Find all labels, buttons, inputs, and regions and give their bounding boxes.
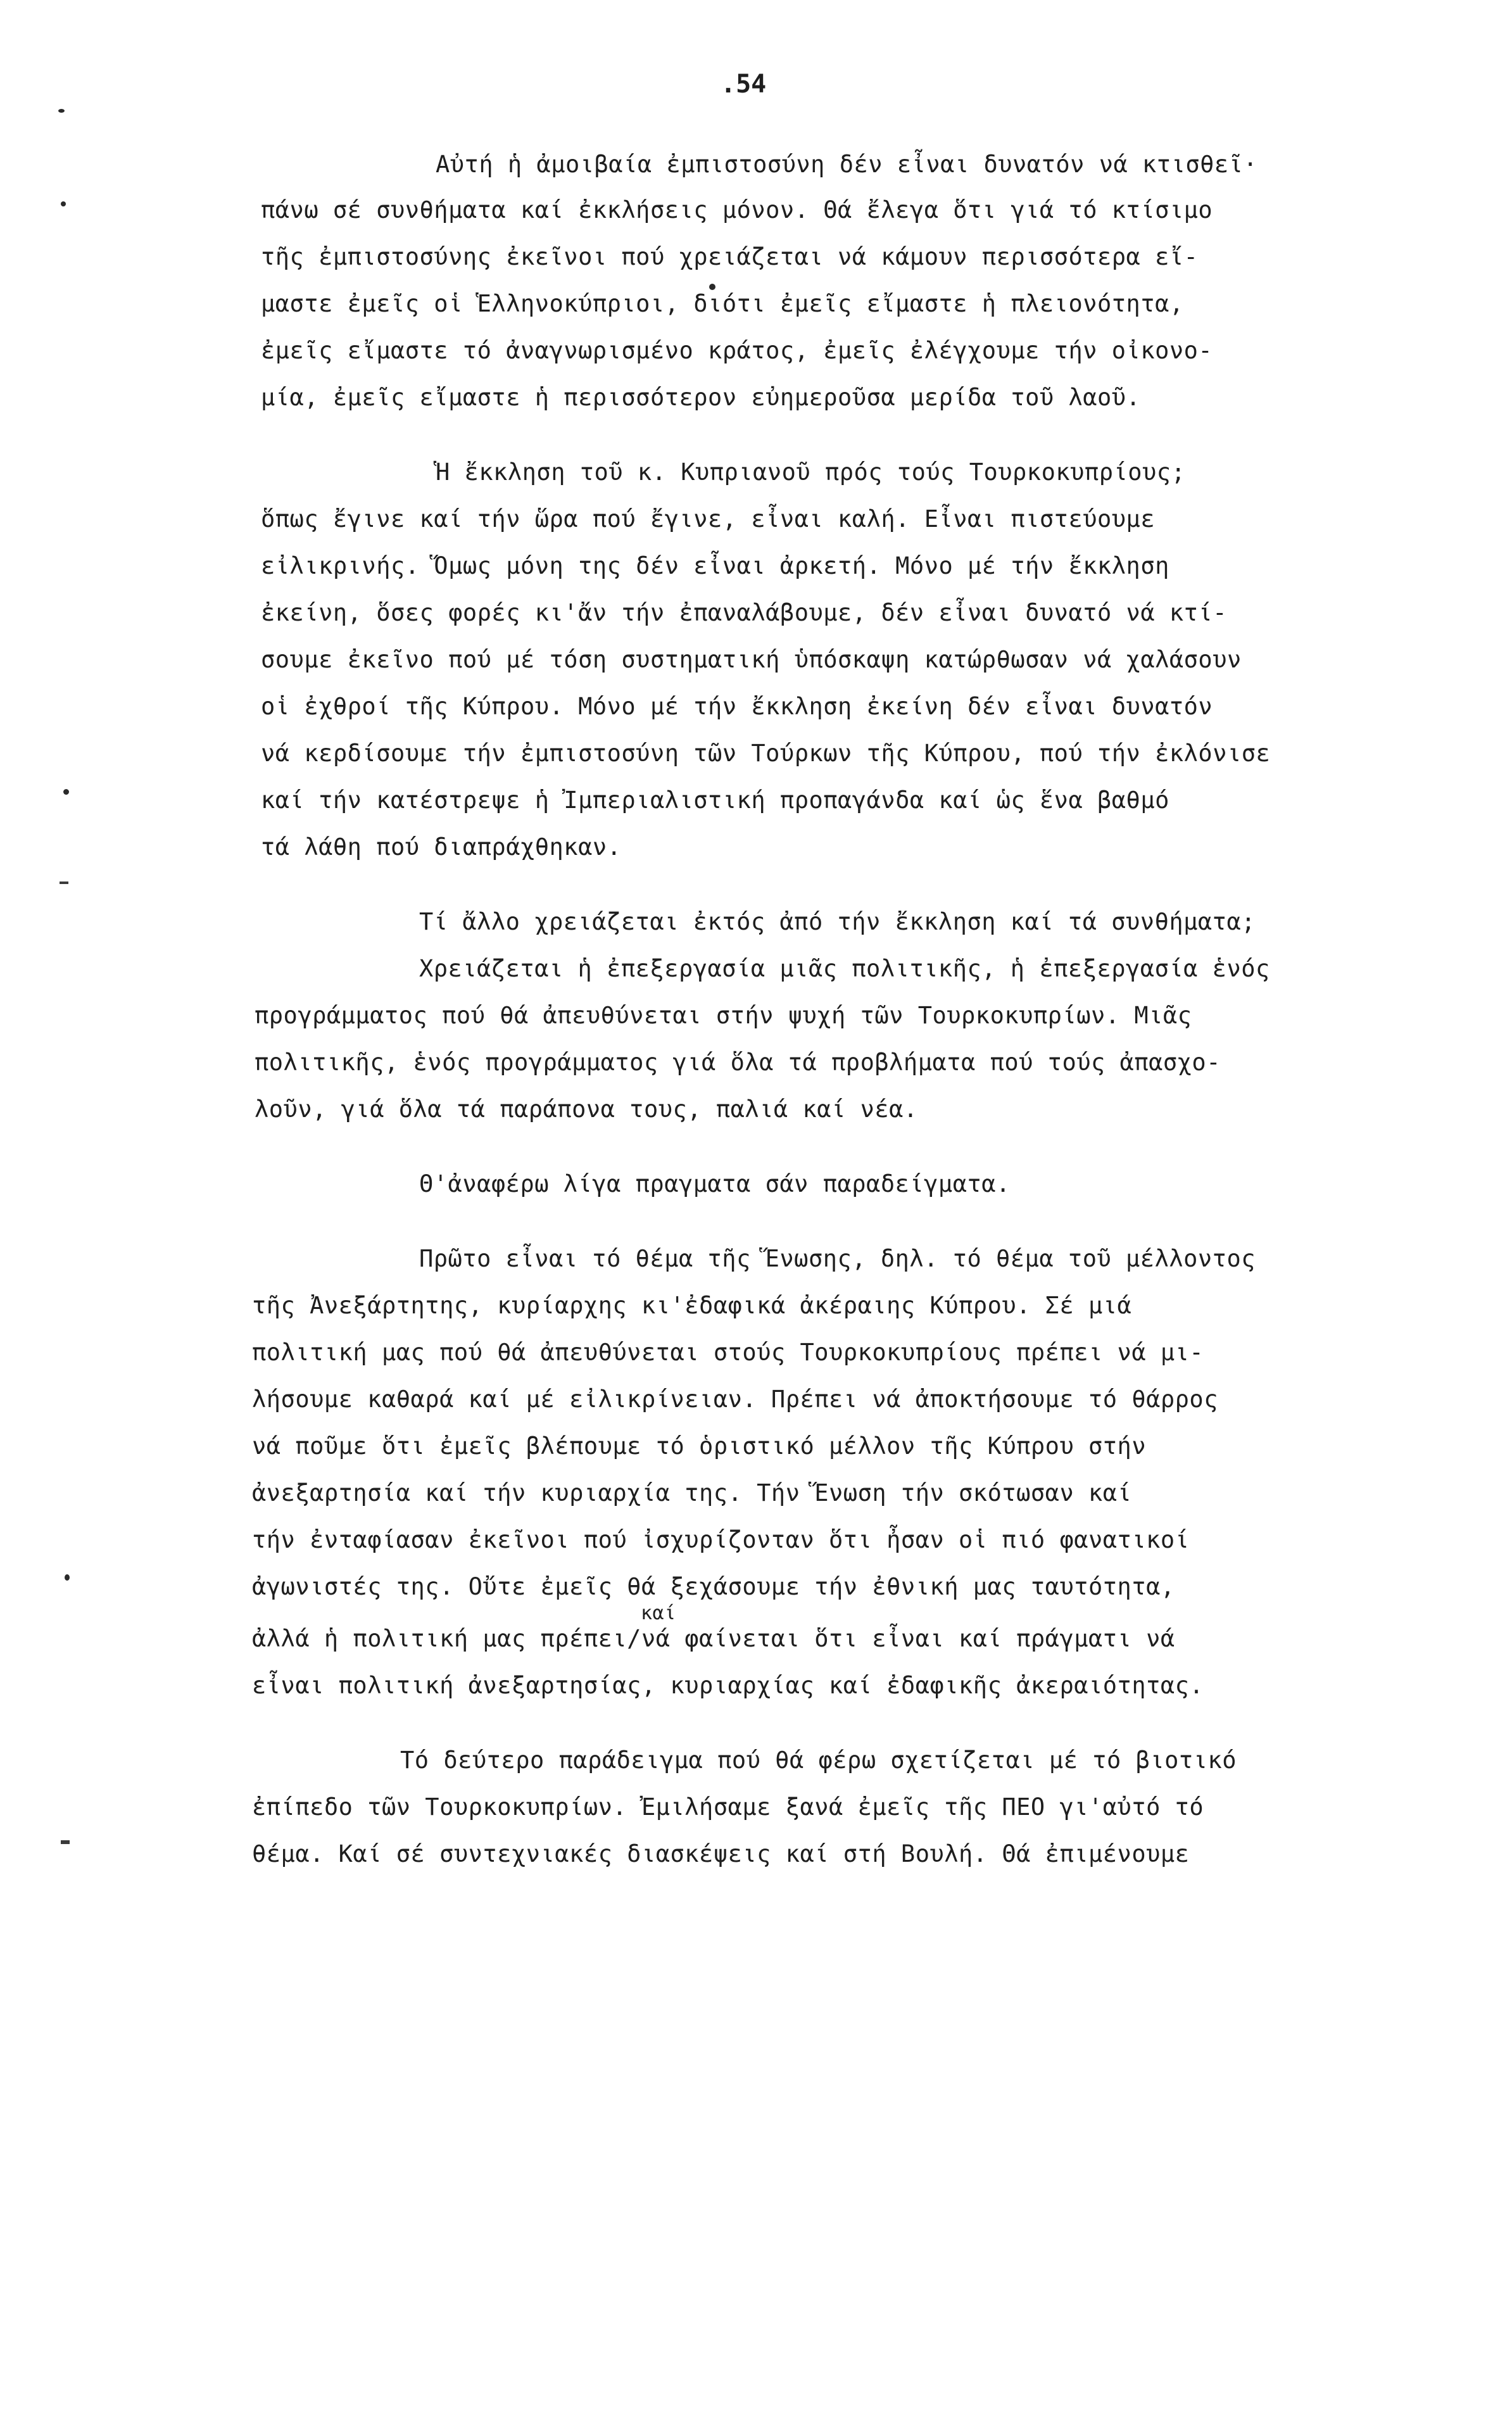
scan-mark <box>709 284 715 290</box>
scan-mark <box>65 1574 70 1581</box>
text-line: μία, ἐμεῖς εἴμαστε ἡ περισσότερον εὐημεροῦσα μερίδα τοῦ λαοῦ. <box>261 384 1141 411</box>
text-line: τήν ἐνταφίασαν ἐκεῖνοι πού ἰσχυρίζονταν ὅτι ἦσαν οἱ πιό φανατικοί <box>252 1526 1190 1553</box>
page-number: .54 <box>721 70 767 99</box>
text-line: ἐμεῖς εἴμαστε τό ἀναγνωρισμένο κράτος, ἐμεῖς ἐλέγχουμε τήν οἰκονο- <box>261 337 1213 364</box>
text-line: μαστε ἐμεῖς οἱ Ἑλληνοκύπριοι, διότι ἐμεῖς εἴμαστε ἡ πλειονότητα, <box>261 290 1184 317</box>
text-line: ἐκείνη, ὅσες φορές κι'ἄν τήν ἐπαναλάβουμε, δέν εἶναι δυνατό νά κτί- <box>261 599 1227 626</box>
text-line: τῆς Ἀνεξάρτητης, κυρίαρχης κι'ἐδαφικά ἀκέραιης Κύπρου. Σέ μιά <box>252 1292 1132 1319</box>
text-line: Αὐτή ἡ ἀμοιβαία ἐμπιστοσύνη δέν εἶναι δυνατόν νά κτισθεῖ· <box>436 151 1258 178</box>
text-line: Θ'ἀναφέρω λίγα πραγματα σάν παραδείγματα. <box>419 1170 1011 1198</box>
text-line: Τό δεύτερο παράδειγμα πού θά φέρω σχετίζεται μέ τό βιοτικό <box>400 1747 1237 1774</box>
text-line: καί τήν κατέστρεψε ἡ Ἰμπεριαλιστική προπαγάνδα καί ὡς ἕνα βαθμό <box>261 787 1169 814</box>
text-line: ἀλλά ἡ πολιτική μας πρέπει/νά φαίνεται ὅτι εἶναι καί πράγματι νά <box>252 1625 1175 1652</box>
text-line: νά κερδίσουμε τήν ἐμπιστοσύνη τῶν Τούρκων τῆς Κύπρου, πού τήν ἐκλόνισε <box>261 740 1271 767</box>
text-line: θέμα. Καί σέ συντεχνιακές διασκέψεις καί στή Βουλή. Θά ἐπιμένουμε <box>252 1840 1190 1867</box>
text-line: οἱ ἐχθροί τῆς Κύπρου. Μόνο μέ τήν ἔκκληση ἐκείνη δέν εἶναι δυνατόν <box>261 693 1213 720</box>
scan-mark <box>58 109 65 113</box>
text-line: Ἡ ἔκκληση τοῦ κ. Κυπριανοῦ πρός τούς Τουρκοκυπρίους; <box>436 458 1186 486</box>
text-line: τά λάθη πού διαπράχθηκαν. <box>261 833 622 861</box>
text-line: νά ποῦμε ὅτι ἐμεῖς βλέπουμε τό ὁριστικό μέλλον τῆς Κύπρου στήν <box>252 1432 1147 1460</box>
text-line: εἶναι πολιτική ἀνεξαρτησίας, κυριαρχίας καί ἐδαφικῆς ἀκεραιότητας. <box>252 1672 1204 1699</box>
scan-mark <box>63 789 69 795</box>
scan-mark <box>61 1840 70 1844</box>
text-line: Πρῶτο εἶναι τό θέμα τῆς Ἕνωσης, δηλ. τό θέμα τοῦ μέλλοντος <box>419 1245 1256 1272</box>
text-insertion: καί <box>641 1602 676 1624</box>
text-line: πολιτική μας πού θά ἀπευθύνεται στούς Τουρκοκυπρίους πρέπει νά μι- <box>252 1339 1204 1366</box>
text-line: Χρειάζεται ἡ ἐπεξεργασία μιᾶς πολιτικῆς, ἡ ἐπεξεργασία ἑνός <box>419 955 1270 982</box>
text-line: πάνω σέ συνθήματα καί ἐκκλήσεις μόνον. Θά ἔλεγα ὅτι γιά τό κτίσιμο <box>261 196 1213 224</box>
text-line: ἀνεξαρτησία καί τήν κυριαρχία της. Τήν Ἕνωση τήν σκότωσαν καί <box>252 1479 1132 1507</box>
text-line: εἰλικρινής. Ὅμως μόνη της δέν εἶναι ἀρκετή. Μόνο μέ τήν ἔκκληση <box>261 552 1169 579</box>
text-line: πολιτικῆς, ἑνός προγράμματος γιά ὅλα τά προβλήματα πού τούς ἀπασχο- <box>255 1049 1221 1076</box>
text-line: προγράμματος πού θά ἀπευθύνεται στήν ψυχή τῶν Τουρκοκυπρίων. Μιᾶς <box>255 1002 1192 1029</box>
scan-mark <box>61 201 66 206</box>
text-line: Τί ἄλλο χρειάζεται ἐκτός ἀπό τήν ἔκκληση καί τά συνθήματα; <box>419 908 1256 935</box>
text-line: ἀγωνιστές της. Οὔτε ἐμεῖς θά ξεχάσουμε τήν ἐθνική μας ταυτότητα, <box>252 1573 1175 1600</box>
text-line: λήσουμε καθαρά καί μέ εἰλικρίνειαν. Πρέπει νά ἀποκτήσουμε τό θάρρος <box>252 1386 1218 1413</box>
text-line: ἐπίπεδο τῶν Τουρκοκυπρίων. Ἐμιλήσαμε ξανά ἐμεῖς τῆς ΠΕΟ γι'αὐτό τό <box>252 1793 1204 1821</box>
text-line: ὅπως ἔγινε καί τήν ὥρα πού ἔγινε, εἶναι καλή. Εἶναι πιστεύουμε <box>261 505 1156 533</box>
text-line: σουμε ἐκεῖνο πού μέ τόση συστηματική ὑπόσκαψη κατώρθωσαν νά χαλάσουν <box>261 646 1242 673</box>
scan-mark <box>60 882 68 884</box>
text-line: λοῦν, γιά ὅλα τά παράπονα τους, παλιά καί νέα. <box>255 1096 918 1123</box>
text-line: τῆς ἐμπιστοσύνης ἐκεῖνοι πού χρειάζεται νά κάμουν περισσότερα εἴ- <box>261 243 1199 270</box>
